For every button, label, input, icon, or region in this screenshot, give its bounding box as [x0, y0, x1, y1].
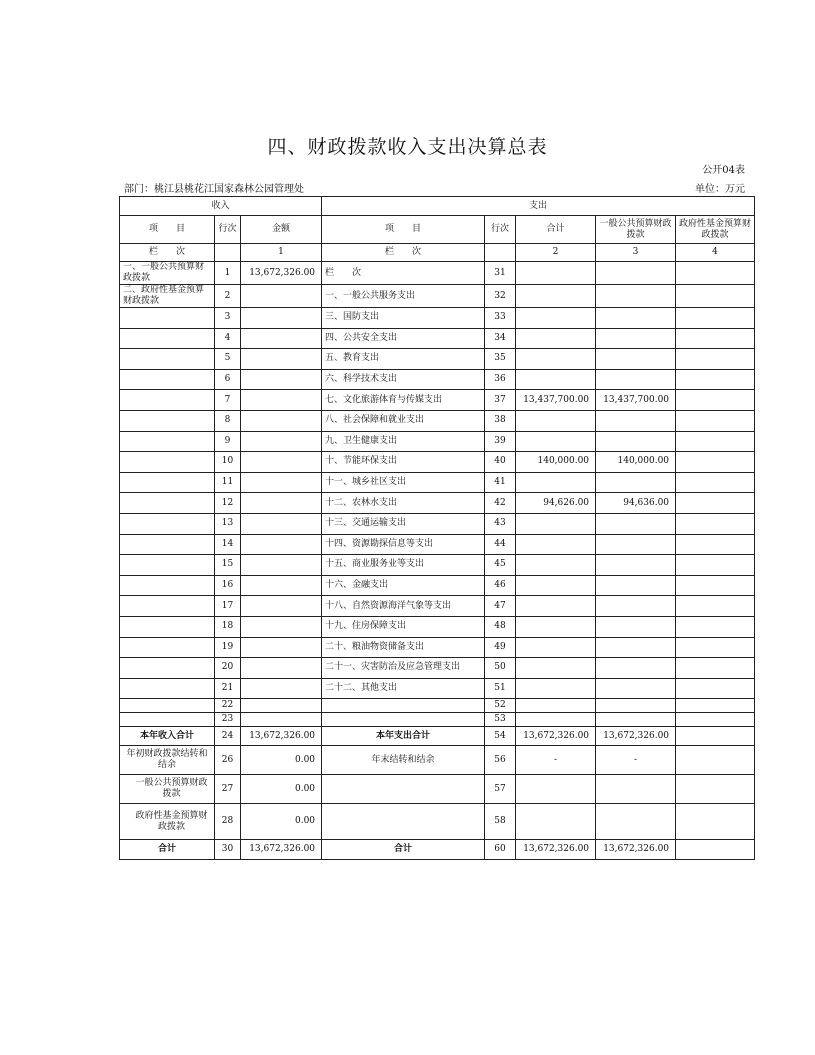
- income-item: 一、一般公共预算财政拨款: [120, 262, 215, 285]
- expense-general-budget: [596, 678, 676, 699]
- expense-item: 十二、农林水支出: [322, 493, 485, 514]
- expense-general-budget: [596, 513, 676, 534]
- income-amount: [241, 410, 322, 431]
- expense-row-no: 34: [485, 328, 516, 349]
- expense-general-budget: [596, 308, 676, 329]
- expense-general-budget: [596, 658, 676, 679]
- expense-total: [516, 472, 596, 493]
- income-row-no: 5: [215, 349, 241, 370]
- expense-row-no: 35: [485, 349, 516, 370]
- expense-gov-fund: [676, 678, 755, 699]
- expense-total: [516, 658, 596, 679]
- expense-total: [516, 596, 596, 617]
- budget-summary-table: [119, 196, 755, 860]
- table-row: [120, 637, 755, 658]
- expense-total: [516, 713, 596, 727]
- expense-total: [516, 616, 596, 637]
- expense-row-no: 38: [485, 410, 516, 431]
- expense-total: [516, 410, 596, 431]
- col-index-4: 4: [676, 244, 755, 262]
- expense-row-no: 36: [485, 369, 516, 390]
- income-row-no: 22: [215, 699, 241, 713]
- expense-item: 五、教育支出: [322, 349, 485, 370]
- expense-gov-fund: [676, 390, 755, 411]
- expense-total: [516, 262, 596, 285]
- expense-rowno-header: 行次: [485, 216, 516, 244]
- expense-total: [516, 431, 596, 452]
- income-amount: [241, 472, 322, 493]
- expense-total: [516, 637, 596, 658]
- expense-item: 一、一般公共服务支出: [322, 285, 485, 308]
- expense-lanci: 栏 次: [322, 244, 485, 262]
- income-item: [120, 596, 215, 617]
- income-row-no: 18: [215, 616, 241, 637]
- income-amount: [241, 699, 322, 713]
- income-item: [120, 431, 215, 452]
- table-row: [120, 596, 755, 617]
- table-row: [120, 513, 755, 534]
- general-budget-header: 一般公共预算财政拨款: [596, 216, 676, 244]
- income-item: [120, 575, 215, 596]
- expense-item: [322, 713, 485, 727]
- expense-total: 94,626.00: [516, 493, 596, 514]
- expense-total: [516, 575, 596, 596]
- expense-gov-fund: [676, 513, 755, 534]
- table-row: [120, 493, 755, 514]
- amount-header: 金额: [241, 216, 322, 244]
- expense-total: [516, 555, 596, 576]
- expense-general-budget: [596, 555, 676, 576]
- table-row: [120, 390, 755, 411]
- expense-total: [516, 285, 596, 308]
- table-row: [120, 555, 755, 576]
- income-amount: [241, 596, 322, 617]
- income-amount: [241, 349, 322, 370]
- expense-general-budget: 140,000.00: [596, 452, 676, 473]
- page-title: 四、财政拨款收入支出决算总表: [267, 136, 548, 158]
- expense-item: 二十、粮油物资储备支出: [322, 637, 485, 658]
- expense-general-budget: [596, 285, 676, 308]
- expense-total: 13,437,700.00: [516, 390, 596, 411]
- income-amount: [241, 658, 322, 679]
- expense-total: 140,000.00: [516, 452, 596, 473]
- table-row: [120, 534, 755, 555]
- income-item: [120, 534, 215, 555]
- income-amount: [241, 285, 322, 308]
- table-row: [120, 262, 755, 285]
- gov-fund-header: 政府性基金预算财政拨款: [676, 216, 755, 244]
- income-lanci: 栏 次: [120, 244, 215, 262]
- income-amount: [241, 575, 322, 596]
- income-row-no: 17: [215, 596, 241, 617]
- expense-row-no: 33: [485, 308, 516, 329]
- expense-total: [516, 308, 596, 329]
- income-header: 收入: [120, 197, 322, 216]
- income-amount: [241, 308, 322, 329]
- income-row-no: 15: [215, 555, 241, 576]
- income-row-no: 10: [215, 452, 241, 473]
- expense-gov-fund: [676, 349, 755, 370]
- expense-general-budget: [596, 349, 676, 370]
- expense-general-budget: [596, 431, 676, 452]
- income-amount: [241, 390, 322, 411]
- expense-row-no: 37: [485, 390, 516, 411]
- expense-row-no: 51: [485, 678, 516, 699]
- expense-item: 二十一、灾害防治及应急管理支出: [322, 658, 485, 679]
- income-item: [120, 328, 215, 349]
- expense-row-no: 39: [485, 431, 516, 452]
- expense-item: 十五、商业服务业等支出: [322, 555, 485, 576]
- table-row: [120, 713, 755, 727]
- table-row: [120, 452, 755, 473]
- expense-gov-fund: [676, 493, 755, 514]
- expense-general-budget: 13,437,700.00: [596, 390, 676, 411]
- income-amount: [241, 369, 322, 390]
- expense-gov-fund: [676, 575, 755, 596]
- expense-gov-fund: [676, 699, 755, 713]
- income-rowno-header: 行次: [215, 216, 241, 244]
- income-row-no: 21: [215, 678, 241, 699]
- income-row-no: 14: [215, 534, 241, 555]
- expense-gov-fund: [676, 285, 755, 308]
- income-item: [120, 472, 215, 493]
- expense-header: 支出: [322, 197, 755, 216]
- income-amount: [241, 431, 322, 452]
- income-amount: [241, 713, 322, 727]
- income-item: [120, 658, 215, 679]
- income-row-no: 19: [215, 637, 241, 658]
- income-row-no: 7: [215, 390, 241, 411]
- carry-fund-row: 政府性基金预算财政拨款 28 0.00 58: [120, 804, 755, 840]
- income-row-no: 13: [215, 513, 241, 534]
- income-amount: [241, 493, 322, 514]
- col-index-2: 2: [516, 244, 596, 262]
- table-row: [120, 658, 755, 679]
- income-item: [120, 349, 215, 370]
- expense-general-budget: [596, 575, 676, 596]
- expense-row-no: 52: [485, 699, 516, 713]
- table-row: [120, 410, 755, 431]
- expense-row-no: 47: [485, 596, 516, 617]
- income-row-no: 11: [215, 472, 241, 493]
- expense-general-budget: [596, 596, 676, 617]
- expense-gov-fund: [676, 452, 755, 473]
- expense-general-budget: [596, 616, 676, 637]
- income-amount: [241, 328, 322, 349]
- expense-row-no: 43: [485, 513, 516, 534]
- income-row-no: 4: [215, 328, 241, 349]
- expense-item: 十六、金融支出: [322, 575, 485, 596]
- income-item: [120, 410, 215, 431]
- expense-gov-fund: [676, 534, 755, 555]
- income-row-no: 9: [215, 431, 241, 452]
- income-row-no: 2: [215, 285, 241, 308]
- expense-row-no: 45: [485, 555, 516, 576]
- expense-gov-fund: [676, 431, 755, 452]
- expense-item: 七、文化旅游体育与传媒支出: [322, 390, 485, 411]
- expense-gov-fund: [676, 596, 755, 617]
- income-amount: [241, 534, 322, 555]
- expense-row-no: 44: [485, 534, 516, 555]
- expense-general-budget: [596, 699, 676, 713]
- income-row-no: 20: [215, 658, 241, 679]
- table-row: [120, 431, 755, 452]
- expense-row-no: 31: [485, 262, 516, 285]
- expense-item: 四、公共安全支出: [322, 328, 485, 349]
- income-item: 二、政府性基金预算财政拨款: [120, 285, 215, 308]
- expense-gov-fund: [676, 369, 755, 390]
- expense-total: [516, 349, 596, 370]
- expense-gov-fund: [676, 713, 755, 727]
- expense-item: 六、科学技术支出: [322, 369, 485, 390]
- income-item: [120, 699, 215, 713]
- expense-general-budget: [596, 713, 676, 727]
- table-row: [120, 308, 755, 329]
- income-amount: [241, 513, 322, 534]
- column-header-row: [120, 216, 755, 244]
- expense-row-no: 49: [485, 637, 516, 658]
- table-row: [120, 678, 755, 699]
- income-amount: 13,672,326.00: [241, 262, 322, 285]
- income-item: [120, 513, 215, 534]
- expense-gov-fund: [676, 637, 755, 658]
- income-row-no: 3: [215, 308, 241, 329]
- income-amount: [241, 452, 322, 473]
- expense-total: [516, 328, 596, 349]
- income-row-no: 6: [215, 369, 241, 390]
- expense-row-no: 40: [485, 452, 516, 473]
- income-row-no: 1: [215, 262, 241, 285]
- income-amount: [241, 678, 322, 699]
- expense-total: [516, 534, 596, 555]
- column-index-row: [120, 244, 755, 262]
- department-label: 部门：桃江县桃花江国家森林公园管理处: [124, 184, 304, 195]
- expense-item: 三、国防支出: [322, 308, 485, 329]
- expense-row-no: 42: [485, 493, 516, 514]
- table-row: [120, 472, 755, 493]
- expense-gov-fund: [676, 658, 755, 679]
- section-header-row: [120, 197, 755, 216]
- expense-total: [516, 699, 596, 713]
- income-amount: [241, 616, 322, 637]
- table-row: [120, 699, 755, 713]
- expense-general-budget: [596, 637, 676, 658]
- col-index-3: 3: [596, 244, 676, 262]
- table-row: [120, 369, 755, 390]
- expense-total: [516, 678, 596, 699]
- income-item: [120, 369, 215, 390]
- expense-row-no: 48: [485, 616, 516, 637]
- total-header: 合计: [516, 216, 596, 244]
- expense-row-no: 41: [485, 472, 516, 493]
- expense-gov-fund: [676, 328, 755, 349]
- income-amount: [241, 555, 322, 576]
- expense-general-budget: [596, 328, 676, 349]
- income-row-no: 12: [215, 493, 241, 514]
- form-number: 公开04表: [702, 165, 745, 176]
- expense-total: [516, 369, 596, 390]
- table-row: [120, 616, 755, 637]
- expense-item: [322, 699, 485, 713]
- carry-over-row: 年初财政拨款结转和结余 26 0.00 年末结转和结余 56 - -: [120, 746, 755, 775]
- income-item: [120, 555, 215, 576]
- expense-item: 十一、城乡社区支出: [322, 472, 485, 493]
- income-item: [120, 637, 215, 658]
- expense-general-budget: 94,636.00: [596, 493, 676, 514]
- expense-gov-fund: [676, 472, 755, 493]
- table-row: [120, 575, 755, 596]
- income-item: [120, 493, 215, 514]
- income-row-no: 16: [215, 575, 241, 596]
- expense-item-header: 项 目: [322, 216, 485, 244]
- expense-general-budget: [596, 410, 676, 431]
- grand-total-row: 合计 30 13,672,326.00 合计 60 13,672,326.00 13,672,326.00: [120, 840, 755, 860]
- expense-general-budget: [596, 262, 676, 285]
- expense-item: 十八、自然资源海洋气象等支出: [322, 596, 485, 617]
- unit-label: 单位：万元: [695, 184, 745, 195]
- expense-item: 十、节能环保支出: [322, 452, 485, 473]
- income-item: [120, 452, 215, 473]
- expense-gov-fund: [676, 616, 755, 637]
- income-amount: [241, 637, 322, 658]
- income-item: [120, 390, 215, 411]
- expense-gov-fund: [676, 555, 755, 576]
- expense-item: 十四、资源勘探信息等支出: [322, 534, 485, 555]
- expense-general-budget: [596, 369, 676, 390]
- table-row: [120, 328, 755, 349]
- expense-general-budget: [596, 472, 676, 493]
- table-row: [120, 349, 755, 370]
- expense-item: 栏 次: [322, 262, 485, 285]
- expense-item: 二十二、其他支出: [322, 678, 485, 699]
- expense-gov-fund: [676, 308, 755, 329]
- expense-gov-fund: [676, 410, 755, 431]
- expense-item: 八、社会保障和就业支出: [322, 410, 485, 431]
- expense-row-no: 50: [485, 658, 516, 679]
- expense-total: [516, 513, 596, 534]
- income-item: [120, 616, 215, 637]
- expense-general-budget: [596, 534, 676, 555]
- income-item: [120, 308, 215, 329]
- col-index-1: 1: [241, 244, 322, 262]
- expense-item: 九、卫生健康支出: [322, 431, 485, 452]
- income-item: [120, 713, 215, 727]
- income-row-no: 8: [215, 410, 241, 431]
- income-row-no: 23: [215, 713, 241, 727]
- carry-general-row: 一般公共预算财政拨款 27 0.00 57: [120, 775, 755, 804]
- income-item-header: 项 目: [120, 216, 215, 244]
- expense-row-no: 32: [485, 285, 516, 308]
- expense-item: 十九、住房保障支出: [322, 616, 485, 637]
- year-total-row: 本年收入合计 24 13,672,326.00 本年支出合计 54 13,672,326.00 13,672,326.00: [120, 727, 755, 746]
- income-item: [120, 678, 215, 699]
- expense-row-no: 46: [485, 575, 516, 596]
- table-row: [120, 285, 755, 308]
- expense-item: 十三、交通运输支出: [322, 513, 485, 534]
- expense-row-no: 53: [485, 713, 516, 727]
- expense-gov-fund: [676, 262, 755, 285]
